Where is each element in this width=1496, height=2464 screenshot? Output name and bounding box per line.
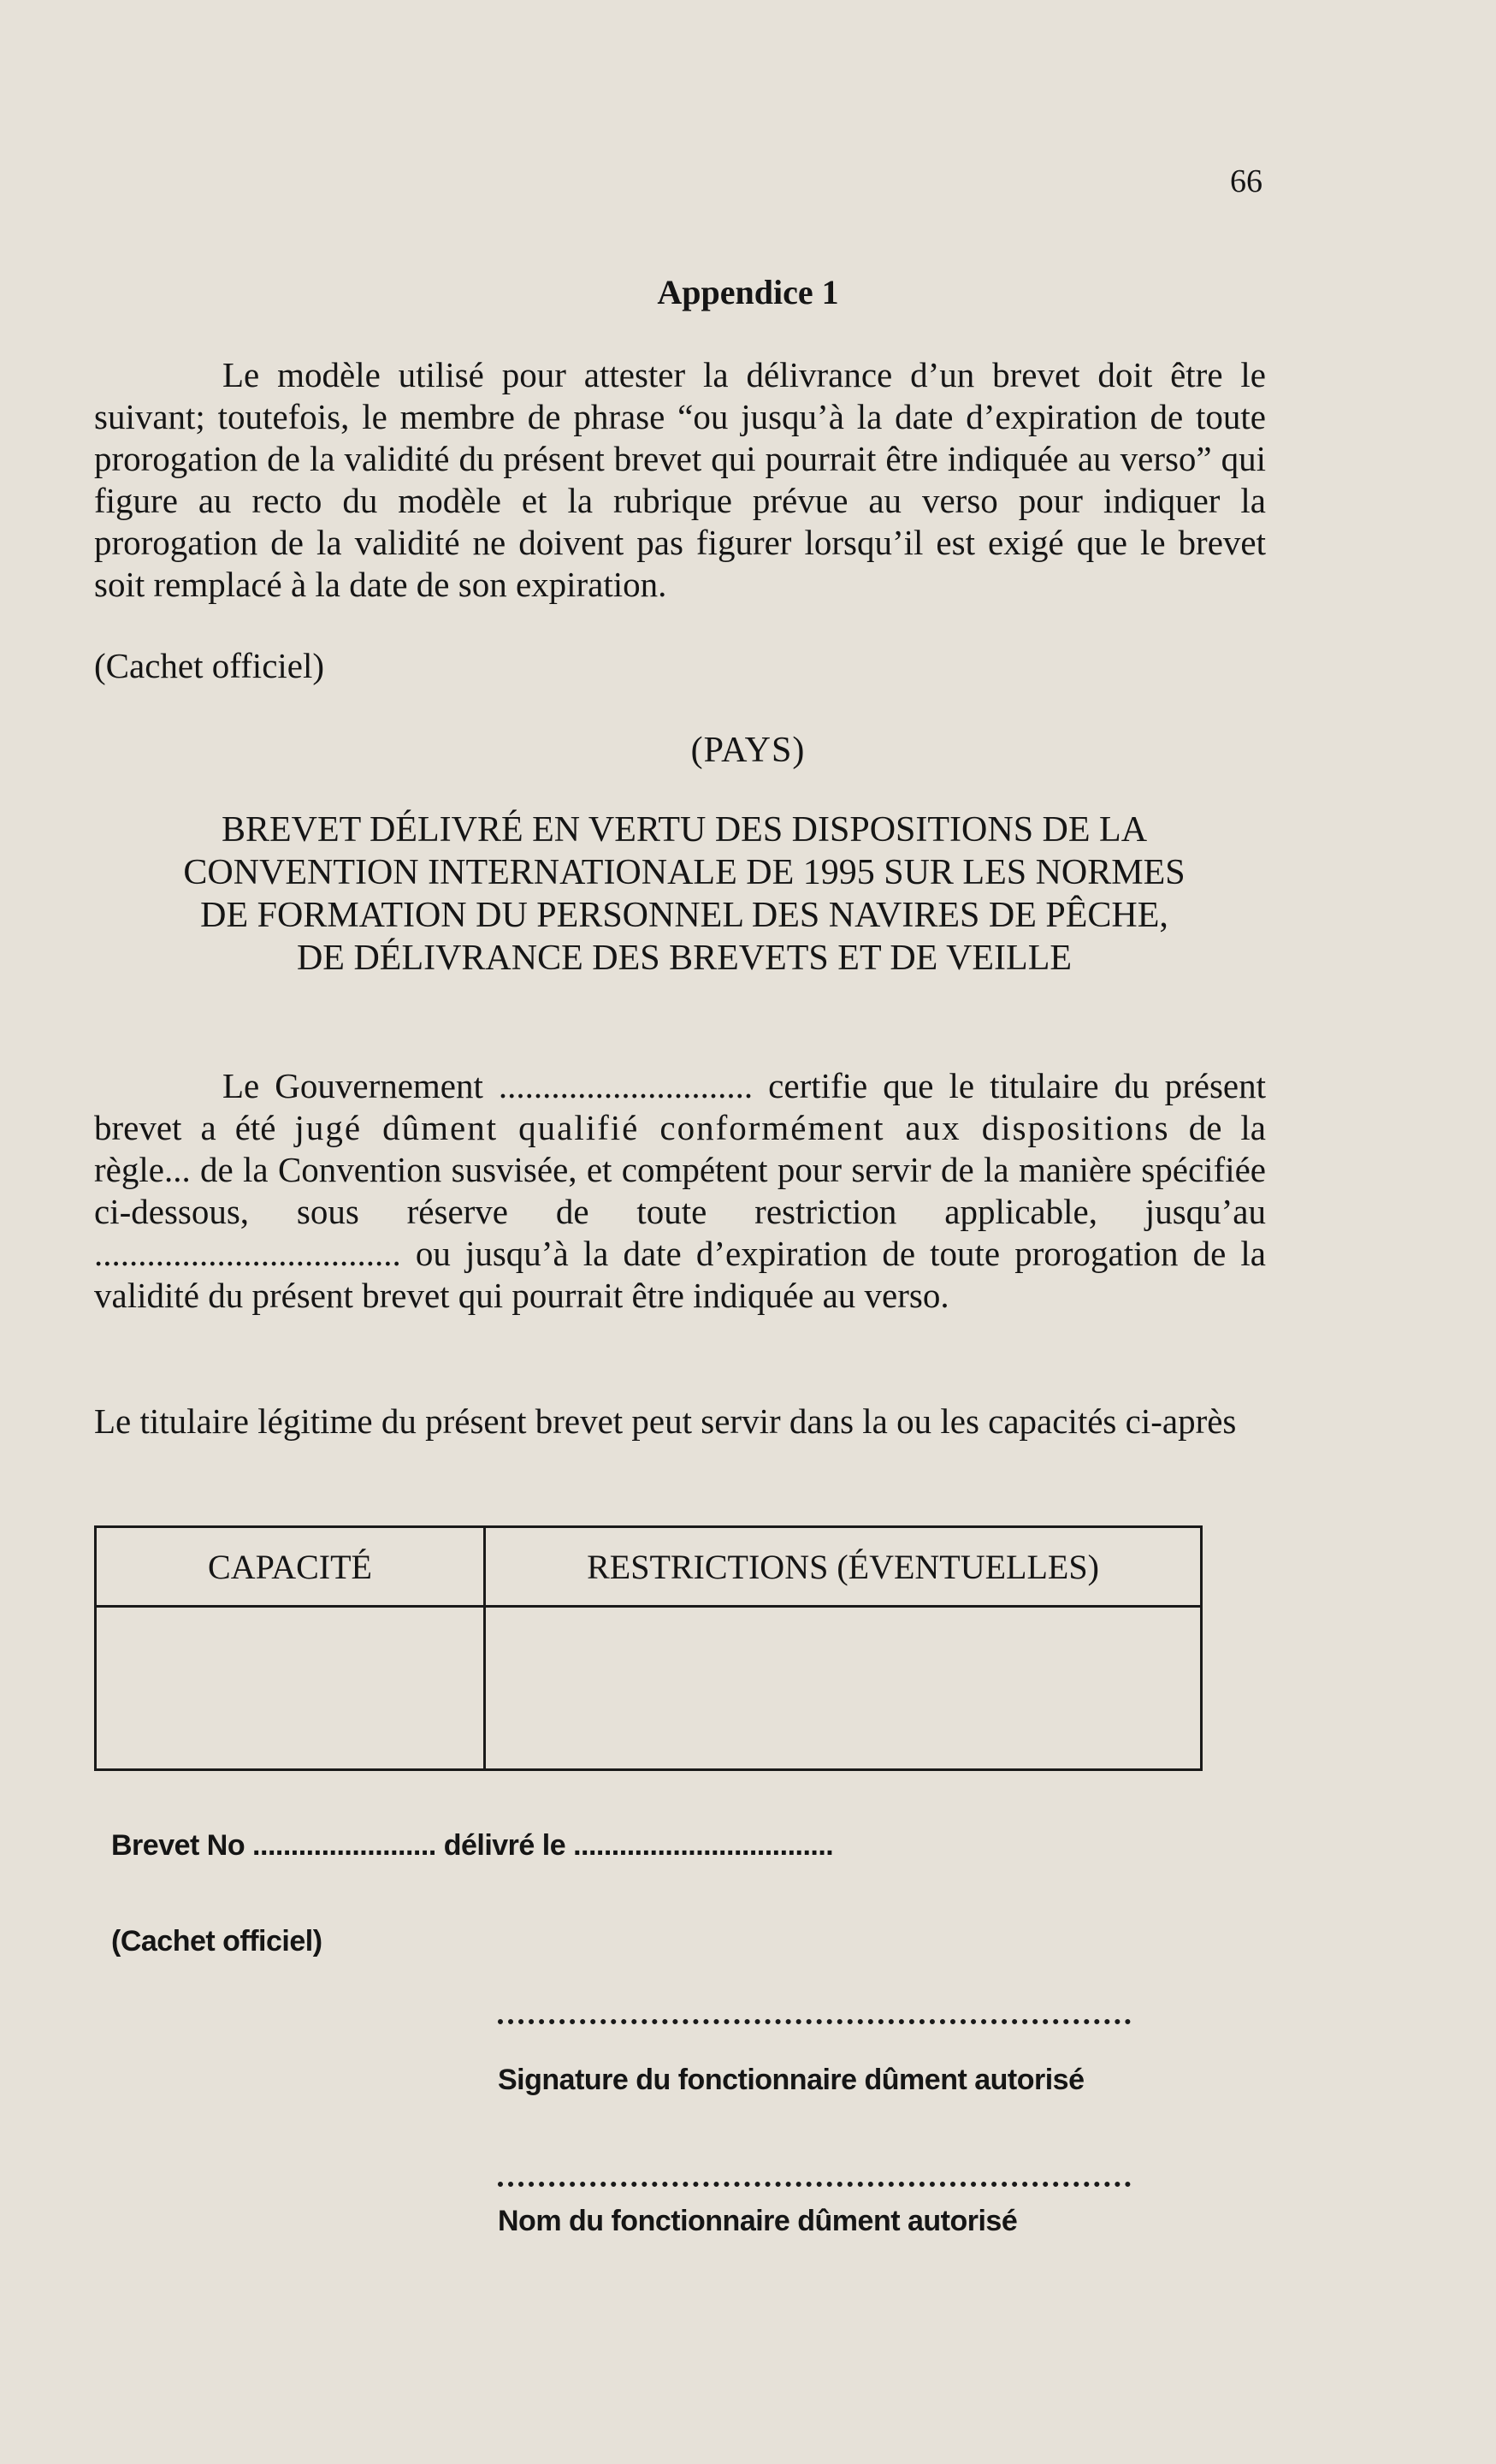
government-text-part: de la règle... de la Convention susvisée, et compétent pour servir de la manière spécifiée ci-dessous, sous réserve de toute restriction applicable, jusqu’au ................................... ou jusqu’à la date d’expiration de toute prorogation de la validité du présent brevet qui pourrait être indiquée au verso. [94, 1108, 1267, 1315]
appendix-title: Appendice 1 [657, 273, 839, 311]
government-text-spaced: jugé dûment qualifié conformément aux dispositions [294, 1108, 1170, 1147]
certificate-heading [103, 808, 1266, 980]
signature-label: Signature du fonctionnaire dûment autorisé [498, 2064, 1085, 2096]
government-certification-paragraph [94, 1065, 1266, 1317]
name-label: Nom du fonctionnaire dûment autorisé [498, 2205, 1018, 2237]
intro-paragraph: Le modèle utilisé pour attester la délivrance d’un brevet doit être le suivant; toutefois, le membre de phrase “ou jusqu’à la date d’expiration de toute prorogation de la validité du présent brevet qui pourrait être indiquée au verso” qui figure au recto du modèle et la rubrique prévue au verso pour indiquer la prorogation de la validité ne doivent pas figurer lorsqu’il est exigé que le brevet soit remplacé à la date de son expiration. [94, 355, 1266, 604]
holder-capacity-paragraph: Le titulaire légitime du présent brevet peut servir dans la ou les capacités ci-après [94, 1401, 1237, 1441]
official-seal-label: (Cachet officiel) [94, 646, 325, 685]
capacity-column-header: CAPACITÉ [96, 1527, 485, 1607]
certificate-heading-line: CONVENTION INTERNATIONALE DE 1995 SUR LES NORMES [183, 853, 1186, 892]
capacity-cell [96, 1607, 485, 1770]
certificate-heading-line: DE DÉLIVRANCE DES BREVETS ET DE VEILLE [296, 939, 1073, 978]
name-dotted-line [498, 2182, 1131, 2187]
certificate-heading-line: DE FORMATION DU PERSONNEL DES NAVIRES DE PÊCHE, [200, 896, 1168, 935]
restrictions-cell [485, 1607, 1202, 1770]
table-row [96, 1607, 1202, 1770]
table-header-row [96, 1527, 1202, 1607]
official-seal-label-2: (Cachet officiel) [111, 1925, 322, 1958]
signature-dotted-line [498, 2019, 1131, 2024]
restrictions-column-header: RESTRICTIONS (ÉVENTUELLES) [485, 1527, 1202, 1607]
government-text-part: Le Gouvernement ............................. certifie que le titulaire du présent brevet a été [94, 1066, 1266, 1147]
certificate-number-line: Brevet No ........................ délivré le .................................. [111, 1829, 834, 1862]
capacity-table [94, 1525, 1203, 1771]
certificate-heading-line: BREVET DÉLIVRÉ EN VERTU DES DISPOSITIONS DE LA [221, 810, 1148, 850]
country-placeholder: (PAYS) [690, 731, 806, 770]
page-number: 66 [1230, 163, 1262, 199]
